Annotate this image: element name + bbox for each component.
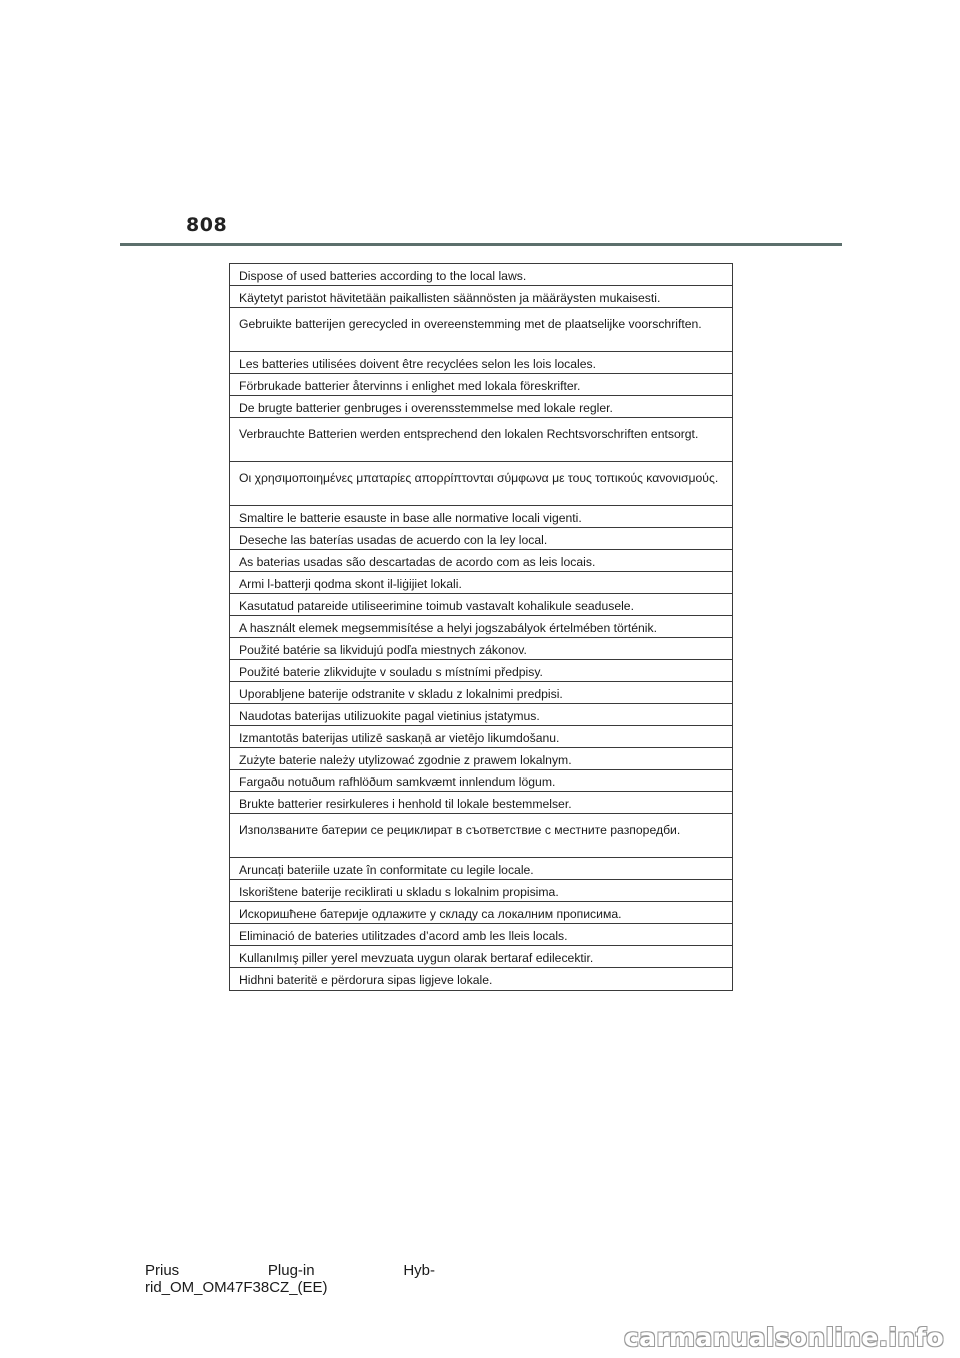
page-number: 808 [186,214,228,236]
footer-line-1 [145,1262,435,1279]
table-row: Dispose of used batteries according to the local laws. [230,264,732,286]
table-row: Iskorištene baterije reciklirati u skladu s lokalnim propisima. [230,880,732,902]
table-row: Eliminació de bateries utilitzades d’acord amb les lleis locals. [230,924,732,946]
watermark: carmanualsonline.info [624,1323,944,1352]
table-row: Οι χρησιμοποιημένες μπαταρίες απορρίπτονται σύμφωνα με τους τοπικούς κανονισμούς. [230,462,732,506]
table-row: Käytetyt paristot hävitetään paikallisten säännösten ja määräysten mukaisesti. [230,286,732,308]
table-row: Les batteries utilisées doivent être recyclées selon les lois locales. [230,352,732,374]
footer-word-plug-in: Plug-in [267,1262,315,1279]
table-row: Fargaðu notuðum rafhlöðum samkvæmt innlendum lögum. [230,770,732,792]
table-row: Deseche las baterías usadas de acuerdo con la ley local. [230,528,732,550]
table-row: Използваните батерии се рециклират в съответствие с местните разпоредби. [230,814,732,858]
table-row: Brukte batterier resirkuleres i henhold til lokale bestemmelser. [230,792,732,814]
table-row: Kasutatud patareide utiliseerimine toimub vastavalt kohalikule seadusele. [230,594,732,616]
footer-word-prius: Prius [145,1262,180,1279]
table-row: Uporabljene baterije odstranite v skladu z lokalnimi predpisi. [230,682,732,704]
table-row: Kullanılmış piller yerel mevzuata uygun olarak bertaraf edilecektir. [230,946,732,968]
table-row: A használt elemek megsemmisítése a helyi jogszabályok értelmében történik. [230,616,732,638]
table-row: Aruncați bateriile uzate în conformitate cu legile locale. [230,858,732,880]
table-row: Použité batérie sa likvidujú podľa miestnych zákonov. [230,638,732,660]
footer [145,1262,435,1296]
table-row: Naudotas baterijas utilizuokite pagal vietinius įstatymus. [230,704,732,726]
footer-word-hyb: Hyb- [403,1262,435,1279]
table-row: Použité baterie zlikvidujte v souladu s místními předpisy. [230,660,732,682]
table-row: Förbrukade batterier återvinns i enlighet med lokala föreskrifter. [230,374,732,396]
table-row: Verbrauchte Batterien werden entsprechend den lokalen Rechtsvorschriften entsorgt. [230,418,732,462]
table-row: As baterias usadas são descartadas de acordo com as leis locais. [230,550,732,572]
table-row: Hidhni bateritë e përdorura sipas ligjeve lokale. [239,973,493,987]
header-rule [120,243,842,246]
table-row: Gebruikte batterijen gerecycled in overeenstemming met de plaatselijke voorschriften. [230,308,732,352]
table-row: De brugte batterier genbruges i overensstemmelse med lokale regler. [230,396,732,418]
table-row: Искоришћене батерије одлажите у складу са локалним прописима. [230,902,732,924]
table-row: Zużyte baterie należy utylizować zgodnie z prawem lokalnym. [230,748,732,770]
table-row: Smaltire le batterie esauste in base alle normative locali vigenti. [230,506,732,528]
footer-line-2: rid_OM_OM47F38CZ_(EE) [145,1279,328,1296]
table-row: Armi l-batterji qodma skont il-liġijiet lokali. [230,572,732,594]
table-row: Izmantotās baterijas utilizē saskaņā ar vietējo likumdošanu. [230,726,732,748]
battery-disposal-table [229,263,733,991]
